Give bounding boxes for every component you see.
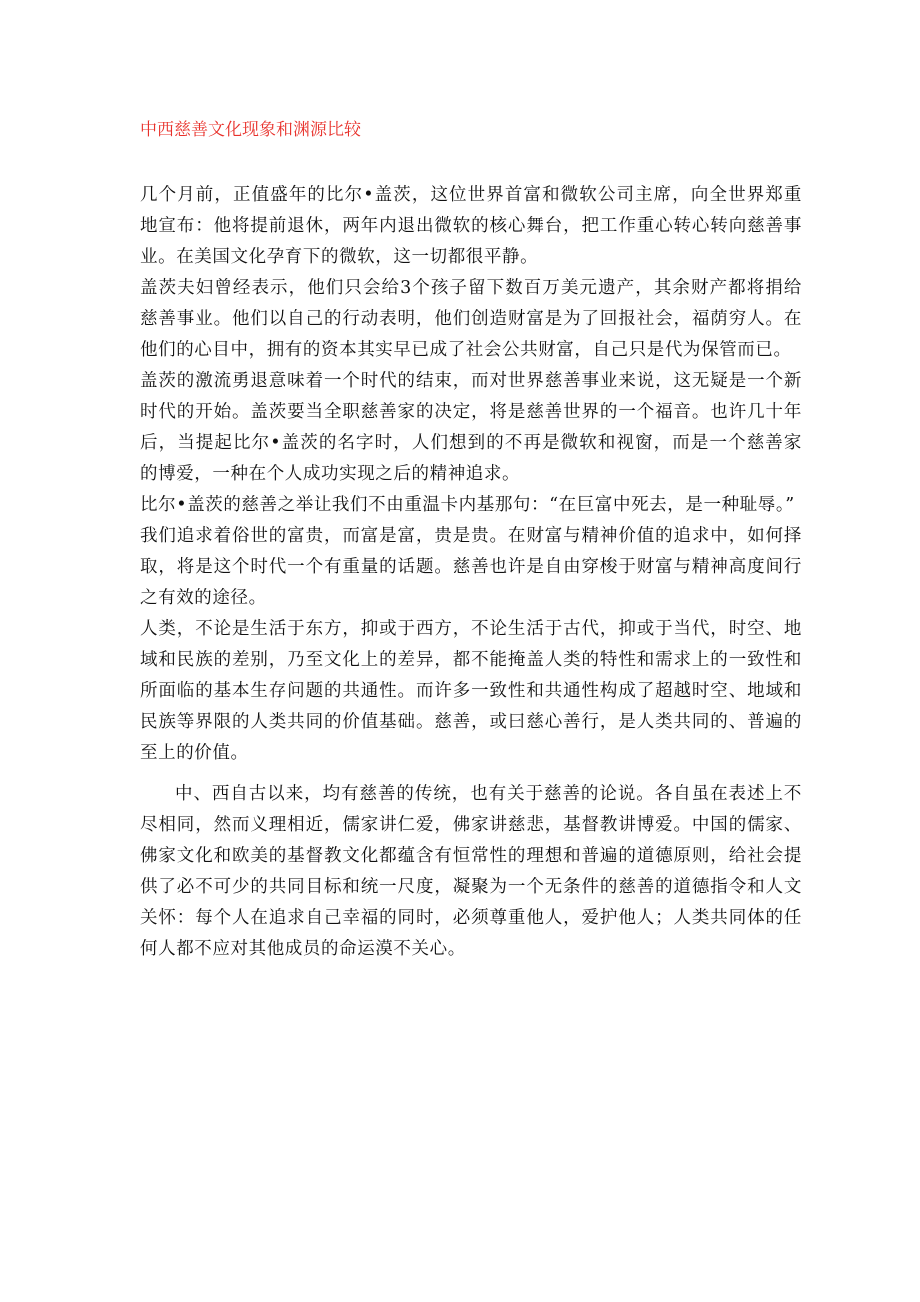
document-body: [140, 180, 802, 965]
paragraph-1: 几个月前，正值盛年的比尔•盖茨，这位世界首富和微软公司主席，向全世界郑重地宣布：他将提前退休，两年内退出微软的核心舞台，把工作重心转心转向慈善事业。在美国文化孕育下的微软，这一切都很平静。: [140, 185, 802, 267]
paragraph-6: 人类，不论是生活于东方，抑或于西方，不论生活于古代，抑或于当代，时空、地域和民族的差别，乃至文化上的差异，都不能掩盖人类的特性和需求上的一致性和所面临的基本生存问题的共通性。而许多一致性和共通性构成了超越时空、地域和民族等界限的人类共同的价值基础。慈善，或曰慈心善行，是人类共同的、普遍的至上的价值。: [140, 619, 802, 763]
paragraph-7: 中、西自古以来，均有慈善的传统，也有关于慈善的论说。各自虽在表述上不尽相同，然而义理相近，儒家讲仁爱，佛家讲慈悲，基督教讲博爱。中国的儒家、佛家文化和欧美的基督教文化都蕴含有恒常性的理想和普遍的道德原则，给社会提供了必不可少的共同目标和统一尺度，凝聚为一个无条件的慈善的道德指令和人文关怀：每个人在追求自己幸福的同时，必须尊重他人，爱护他人；人类共同体的任何人都不应对其他成员的命运漠不关心。: [140, 784, 802, 959]
paragraph-3: 盖茨的激流勇退意味着一个时代的结束，而对世界慈善事业来说，这无疑是一个新时代的开始。盖茨要当全职慈善家的决定，将是慈善世界的一个福音。也许几十年后，当提起比尔•盖茨的名字时，人们想到的不再是微软和视窗，而是一个慈善家的博爱，一种在个人成功实现之后的精神追求。: [140, 371, 802, 484]
paragraph-5: 我们追求着俗世的富贵，而富是富，贵是贵。在财富与精神价值的追求中，如何择取，将是这个时代一个有重量的话题。慈善也许是自由穿梭于财富与精神高度间行之有效的途径。: [140, 526, 802, 608]
paragraph-4: 比尔•盖茨的慈善之举让我们不由重温卡内基那句：“在巨富中死去，是一种耻辱。”: [140, 495, 795, 515]
document-title: 中西慈善文化现象和渊源比较: [140, 120, 361, 140]
paragraph-2: 盖茨夫妇曾经表示，他们只会给3个孩子留下数百万美元遗产，其余财产都将捐给慈善事业。他们以自己的行动表明，他们创造财富是为了回报社会，福荫穷人。在他们的心目中，拥有的资本其实早已成了社会公共财富，自己只是代为保管而已。: [140, 278, 802, 360]
